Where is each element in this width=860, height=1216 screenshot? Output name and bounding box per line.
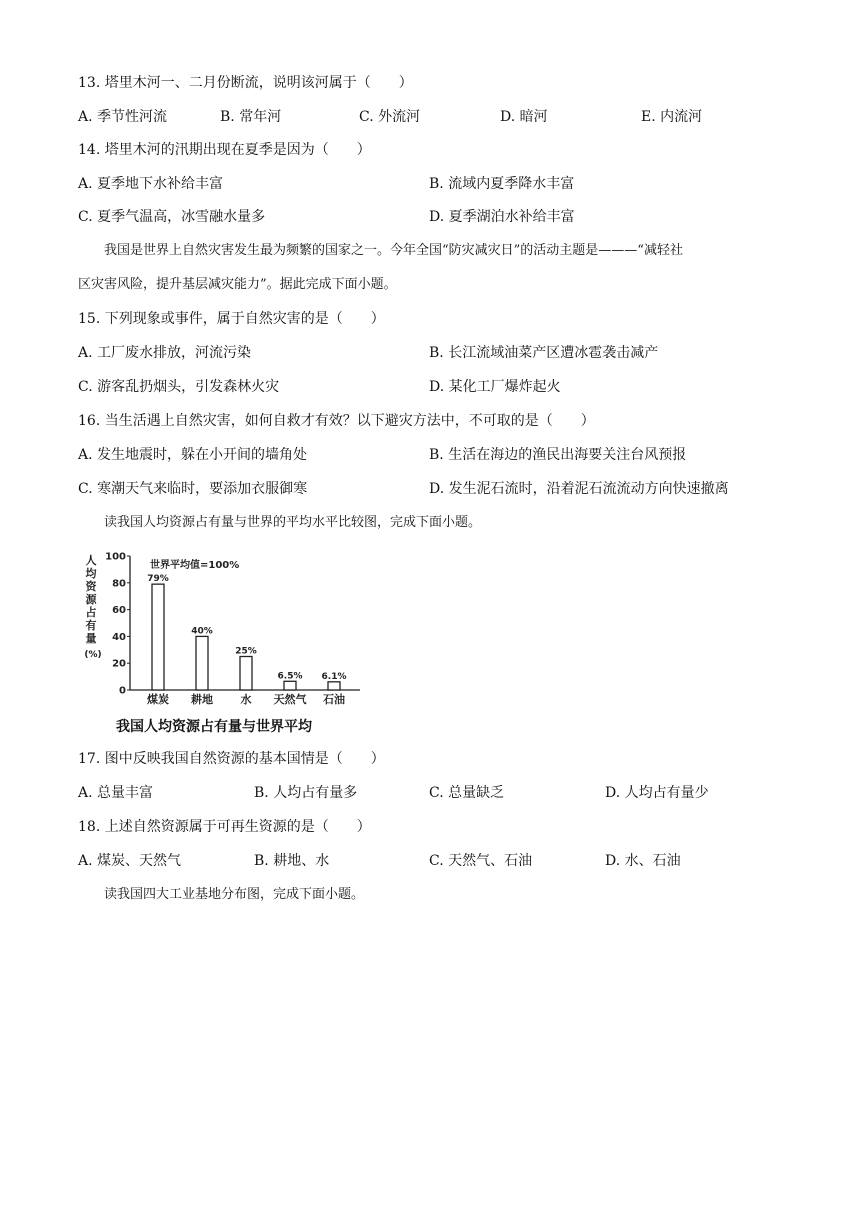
question-14-stem: 14. 塔里木河的汛期出现在夏季是因为（ ）	[78, 142, 371, 158]
q15-option-d: D. 某化工厂爆炸起火	[429, 379, 561, 395]
chart-category-label: 耕地	[191, 693, 213, 706]
chart-y-axis-label-char: 均	[85, 567, 97, 580]
chart-y-tick-label: 40	[112, 631, 126, 643]
chart-y-axis-unit: (%)	[84, 650, 102, 660]
chart-value-label: 40%	[191, 626, 213, 637]
chart-title: 我国人均资源占有量与世界平均	[116, 719, 312, 735]
q16-option-c: C. 寒潮天气来临时，要添加衣服御寒	[78, 481, 308, 497]
question-15-stem: 15. 下列现象或事件，属于自然灾害的是（ ）	[78, 311, 385, 327]
q17-option-b: B. 人均占有量多	[254, 785, 358, 801]
q16-option-a: A. 发生地震时，躲在小开间的墙角处	[78, 447, 308, 463]
q17-option-c: C. 总量缺乏	[429, 785, 505, 801]
chart-y-tick-label: 100	[105, 551, 126, 563]
chart-y-axis-label-char: 有	[85, 619, 97, 632]
chart-value-label: 6.5%	[277, 671, 303, 682]
resource-per-capita-chart	[78, 548, 378, 738]
q15-option-b: B. 长江流域油菜产区遭冰雹袭击减产	[429, 345, 659, 361]
q13-option-b: B. 常年河	[220, 109, 282, 125]
q13-option-e: E. 内流河	[641, 109, 703, 125]
chart-bar-4	[328, 682, 340, 690]
q18-option-b: B. 耕地、水	[254, 853, 330, 869]
q14-option-b: B. 流域内夏季降水丰富	[429, 176, 575, 192]
q16-option-b: B. 生活在海边的渔民出海要关注台风预报	[429, 447, 687, 463]
q14-option-c: C. 夏季气温高，冰雪融水量多	[78, 209, 266, 225]
q17-option-d: D. 人均占有量少	[605, 785, 709, 801]
q15-option-c: C. 游客乱扔烟头，引发森林火灾	[78, 379, 280, 395]
intro-paragraph-industrial-bases: 读我国四大工业基地分布图，完成下面小题。	[104, 887, 365, 902]
chart-value-label: 6.1%	[321, 671, 347, 682]
question-13-stem: 13. 塔里木河一、二月份断流，说明该河属于（ ）	[78, 75, 413, 91]
q18-option-c: C. 天然气、石油	[429, 853, 533, 869]
chart-y-tick-label: 0	[119, 685, 126, 697]
chart-y-tick-label: 20	[112, 658, 126, 670]
chart-y-axis-label-char: 源	[85, 593, 97, 606]
q14-option-d: D. 夏季湖泊水补给丰富	[429, 209, 575, 225]
chart-category-label: 水	[240, 693, 252, 706]
chart-note: 世界平均值=100%	[150, 560, 240, 571]
chart-y-axis-label	[84, 554, 101, 660]
question-16-stem: 16. 当生活遇上自然灾害，如何自救才有效？以下避灾方法中，不可取的是（ ）	[78, 413, 595, 429]
q16-option-d: D. 发生泥石流时，沿着泥石流流动方向快速撤离	[429, 481, 729, 497]
q14-option-a: A. 夏季地下水补给丰富	[78, 176, 224, 192]
chart-category-label: 石油	[323, 693, 345, 706]
chart-bar-0	[152, 584, 164, 690]
chart-value-label: 79%	[147, 574, 169, 585]
chart-y-axis-label-char: 占	[85, 606, 97, 619]
q15-option-a: A. 工厂废水排放，河流污染	[78, 345, 252, 361]
q13-option-c: C. 外流河	[359, 109, 421, 125]
chart-bar-2	[240, 657, 252, 691]
intro-paragraph-disaster-line2: 区灾害风险，提升基层减灾能力”。据此完成下面小题。	[78, 277, 397, 292]
intro-paragraph-resources: 读我国人均资源占有量与世界的平均水平比较图，完成下面小题。	[104, 515, 482, 530]
chart-bar-1	[196, 636, 208, 690]
q13-option-a: A. 季节性河流	[78, 109, 168, 125]
chart-category-label: 煤炭	[147, 693, 169, 706]
question-17-stem: 17. 图中反映我国自然资源的基本国情是（ ）	[78, 751, 385, 767]
q18-option-a: A. 煤炭、天然气	[78, 853, 182, 869]
chart-y-axis-label-char: 量	[85, 632, 97, 645]
chart-y-axis-label-char: 资	[85, 580, 97, 593]
q18-option-d: D. 水、石油	[605, 853, 681, 869]
question-18-stem: 18. 上述自然资源属于可再生资源的是（ ）	[78, 819, 371, 835]
q13-option-d: D. 暗河	[500, 109, 548, 125]
chart-y-tick-label: 60	[112, 605, 126, 617]
chart-category-label: 天然气	[273, 693, 307, 706]
chart-value-label: 25%	[235, 646, 257, 657]
chart-y-tick-label: 80	[112, 578, 126, 590]
chart-bar-3	[284, 681, 296, 690]
q17-option-a: A. 总量丰富	[78, 785, 154, 801]
intro-paragraph-disaster-line1: 我国是世界上自然灾害发生最为频繁的国家之一。今年全国“防灾减灾日”的活动主题是———“减轻社	[104, 243, 683, 258]
chart-y-axis-label-char: 人	[85, 554, 97, 567]
